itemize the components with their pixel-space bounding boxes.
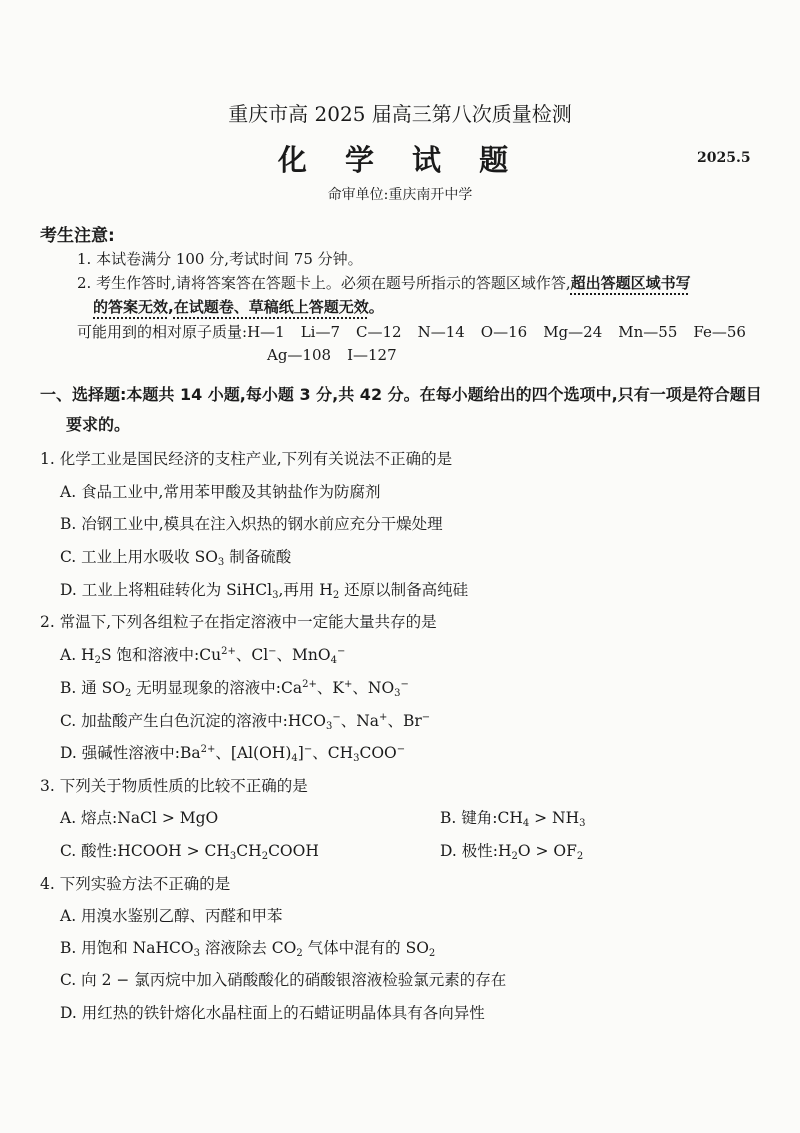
- setter-unit: 命审单位:重庆南开中学: [327, 187, 473, 203]
- superscript: −: [396, 744, 406, 755]
- text: D. 强碱性溶液中:Ba: [60, 744, 201, 762]
- q1-option-b: B. 冶钢工业中,模具在注入炽热的钢水前应充分干燥处理: [60, 515, 443, 533]
- text: 、Cl: [235, 646, 269, 664]
- subscript: 4: [291, 753, 298, 764]
- q1-option-c: [60, 545, 291, 567]
- atomic-masses-line-1: [77, 321, 762, 342]
- subscript: 3: [325, 721, 333, 732]
- text: 、NO: [352, 679, 395, 697]
- page-title: 化 学 试 题: [277, 143, 523, 177]
- atomic-masses-line-2: [267, 346, 413, 364]
- mass-item: Li—7: [300, 323, 340, 341]
- question-2-stem: 2. 常温下,下列各组粒子在指定溶液中一定能大量共存的是: [40, 613, 437, 631]
- text: O > OF: [517, 842, 577, 860]
- text: 、[Al(OH): [215, 744, 292, 762]
- subscript: 3: [353, 753, 360, 764]
- section-heading-cont: 要求的。: [66, 415, 131, 434]
- notice-heading: 考生注意:: [40, 226, 115, 246]
- text: 、Br: [387, 712, 422, 730]
- text: > NH: [529, 809, 580, 827]
- question-4-stem: 4. 下列实验方法不正确的是: [40, 875, 231, 893]
- section-heading: 一、选择题:本题共 14 小题,每小题 3 分,共 42 分。在每小题给出的四个选项中,只有一项是符合题目: [40, 385, 762, 404]
- notice-emphasis: 超出答题区域书写: [570, 274, 691, 292]
- q4-option-d: D. 用红热的铁针熔化水晶柱面上的石蜡证明晶体具有各向异性: [60, 1004, 485, 1022]
- text: 气体中混有的 SO: [302, 939, 429, 957]
- subscript: 3: [272, 590, 279, 601]
- subscript: 2: [261, 851, 269, 862]
- subscript: 2: [332, 590, 340, 601]
- subscript: 4: [330, 655, 337, 666]
- text: COO: [359, 744, 397, 762]
- q2-option-d: [60, 741, 405, 763]
- q2-option-b: [60, 676, 409, 698]
- q1-option-d: [60, 578, 468, 600]
- q3-option-a: A. 熔点:NaCl > MgO: [60, 809, 219, 827]
- mass-item: Mg—24: [543, 323, 603, 341]
- subscript: 2: [511, 851, 518, 862]
- superscript: 2+: [200, 744, 216, 755]
- text: 无明显现象的溶液中:Ca: [131, 679, 303, 697]
- notice-item-2: [77, 272, 691, 293]
- subscript: 2: [125, 688, 132, 699]
- text: ]: [297, 744, 304, 762]
- subscript: 3: [394, 688, 401, 699]
- text: A. H: [60, 646, 95, 664]
- q3-option-c: [60, 839, 319, 861]
- subscript: 2: [428, 948, 436, 959]
- mass-item: Fe—56: [693, 323, 746, 341]
- notice-period: 。: [368, 298, 384, 316]
- text: C. 加盐酸产生白色沉淀的溶液中:HCO: [60, 712, 326, 730]
- mass-item: N—14: [417, 323, 465, 341]
- superscript: −: [336, 646, 346, 657]
- mass-item: I—127: [347, 346, 397, 364]
- text: 、MnO: [276, 646, 331, 664]
- text: B. 键角:CH: [440, 809, 523, 827]
- question-1-stem: 1. 化学工业是国民经济的支柱产业,下列有关说法不正确的是: [40, 450, 453, 468]
- notice-item-2-text: 2. 考生作答时,请将答案答在答题卡上。必须在题号所指示的答题区域作答,: [77, 274, 571, 292]
- text: 、K: [316, 679, 344, 697]
- q4-option-a: A. 用溴水鉴别乙醇、丙醛和甲苯: [60, 907, 283, 925]
- mass-item: H—1: [247, 323, 285, 341]
- superscript: −: [332, 712, 341, 723]
- q3-option-d: [440, 839, 583, 861]
- question-3-stem: 3. 下列关于物质性质的比较不正确的是: [40, 777, 308, 795]
- q3-option-b: [440, 806, 586, 828]
- subscript: 2: [94, 655, 101, 666]
- notice-comma: ,: [168, 298, 174, 316]
- superscript: 2+: [302, 679, 317, 690]
- q4-option-b: [60, 936, 435, 958]
- notice-emphasis: 在试题卷、草稿纸上答题无效: [173, 298, 369, 316]
- mass-item: O—16: [480, 323, 528, 341]
- text: C. 酸性:HCOOH > CH: [60, 842, 230, 860]
- text: B. 用饱和 NaHCO: [60, 939, 194, 957]
- mass-item: Mn—55: [618, 323, 678, 341]
- text: 、CH: [312, 744, 354, 762]
- subscript: 3: [229, 851, 237, 862]
- text: ,再用 H: [278, 581, 333, 599]
- subscript: 2: [576, 851, 584, 862]
- notice-item-2-cont: [93, 296, 384, 317]
- exam-date: 2025.5: [697, 150, 751, 166]
- text: 还原以制备高纯硅: [339, 581, 469, 599]
- subscript: 3: [193, 948, 200, 959]
- subscript: 4: [522, 818, 530, 829]
- text: B. 通 SO: [60, 679, 125, 697]
- mass-item: Ag—108: [267, 346, 332, 364]
- superscript: −: [421, 712, 431, 723]
- superscript: 2+: [221, 646, 236, 657]
- superscript: −: [303, 744, 313, 755]
- exam-header: 重庆市高 2025 届高三第八次质量检测: [228, 102, 572, 126]
- text: COOH: [268, 842, 319, 860]
- text: S 饱和溶液中:Cu: [100, 646, 222, 664]
- subscript: 3: [579, 818, 586, 829]
- text: 制备硫酸: [224, 548, 292, 566]
- text: D. 工业上将粗硅转化为 SiHCl: [60, 581, 273, 599]
- superscript: +: [343, 679, 353, 690]
- superscript: −: [400, 679, 409, 690]
- superscript: −: [268, 646, 277, 657]
- subscript: 2: [296, 948, 303, 959]
- subscript: 3: [217, 557, 225, 568]
- text: 溶液除去 CO: [199, 939, 297, 957]
- q4-option-c: C. 向 2 − 氯丙烷中加入硝酸酸化的硝酸银溶液检验氯元素的存在: [60, 971, 507, 989]
- text: D. 极性:H: [440, 842, 512, 860]
- text: CH: [236, 842, 262, 860]
- mass-label: 可能用到的相对原子质量:: [77, 323, 248, 341]
- q2-option-c: [60, 709, 430, 731]
- q1-option-a: A. 食品工业中,常用苯甲酸及其钠盐作为防腐剂: [60, 483, 381, 501]
- mass-item: C—12: [356, 323, 402, 341]
- superscript: +: [379, 712, 388, 723]
- notice-item-1: 1. 本试卷满分 100 分,考试时间 75 分钟。: [77, 250, 363, 268]
- text: 、Na: [340, 712, 380, 730]
- text: C. 工业上用水吸收 SO: [60, 548, 218, 566]
- notice-emphasis: 的答案无效: [93, 298, 169, 316]
- q2-option-a: [60, 643, 345, 665]
